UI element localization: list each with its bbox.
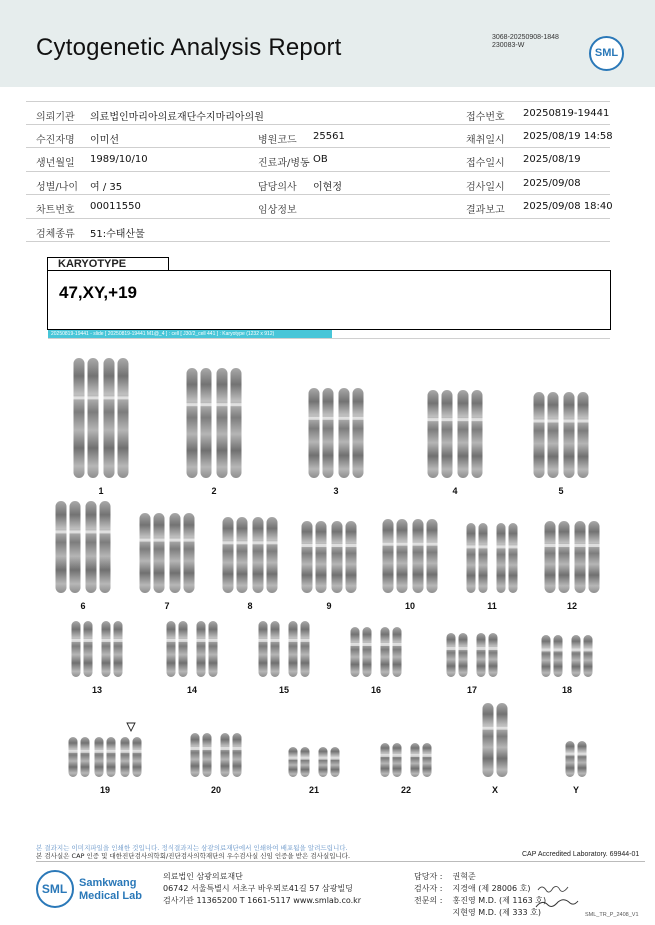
chromosome-14-figure <box>166 621 218 677</box>
info-value: 2025/09/08 <box>523 177 581 189</box>
info-value: 이현정 <box>313 181 342 193</box>
report-header <box>0 0 655 87</box>
info-label: 검사일시 <box>466 181 505 193</box>
chromosome-label: 12 <box>566 601 577 611</box>
info-value: 여 / 35 <box>90 181 123 193</box>
info-label: 접수번호 <box>466 112 505 123</box>
chromosome-22-figure <box>380 743 432 777</box>
cap-accreditation: CAP Accredited Laboratory. 69944-01 <box>522 851 640 858</box>
info-label: 생년월일 <box>36 158 75 169</box>
chromosome-label: 13 <box>91 685 102 695</box>
chromosome-18-figure <box>541 635 593 677</box>
info-label: 진료과/병동 <box>258 158 310 169</box>
chromosome-19-figure <box>68 737 142 777</box>
info-row <box>26 172 610 196</box>
chromosome-5-figure <box>533 392 589 478</box>
info-row <box>26 125 613 149</box>
info-value: 2025/08/19 14:58 <box>523 130 613 142</box>
chromosome-label: 14 <box>186 685 197 695</box>
chromosome-label: 7 <box>164 601 170 611</box>
chromosome-X-figure <box>482 703 508 777</box>
signer-value: 홍진영 M.D. (제 1163 호) <box>452 896 547 905</box>
info-row <box>26 101 610 125</box>
chromosome-16-figure <box>350 627 402 677</box>
form-code: SML_TR_P_2408_V1 <box>585 912 639 918</box>
info-label: 채취일시 <box>466 134 505 146</box>
doc-code-1: 3068-20250908-1848 <box>492 34 559 41</box>
report-title: Cytogenetic Analysis Report <box>36 34 342 61</box>
patient-info-table <box>26 101 613 242</box>
info-label: 임상정보 <box>258 205 297 216</box>
chromosome-13-figure <box>71 621 123 677</box>
chromosome-4-figure <box>427 390 483 478</box>
info-row <box>26 148 610 172</box>
karyotype-section-label: KARYOTYPE <box>47 257 169 271</box>
chromosome-Y-figure <box>565 741 587 777</box>
signer-label: 검사자 : <box>414 884 443 893</box>
signer-value: 지현영 M.D. (제 333 호) <box>452 908 542 917</box>
lab-info <box>163 871 361 907</box>
signer-label: 전문의 : <box>414 896 443 905</box>
lab-address: 06742 서울특별시 서초구 바우뫼로41길 57 삼광빌딩 <box>163 884 353 893</box>
chromosome-21-figure <box>288 747 340 777</box>
logo-line-2: Medical Lab <box>79 890 142 902</box>
chromosome-label: 3 <box>333 486 339 496</box>
chromosome-12-figure <box>544 521 600 593</box>
logo-mark-text: SML <box>41 882 68 896</box>
info-label: 담당의사 <box>258 181 297 193</box>
lab-contact: 검사기관 11365200 T 1661-5117 www.smlab.co.kr <box>163 896 362 905</box>
chromosome-label: 8 <box>247 601 253 611</box>
chromosome-label: X <box>491 785 498 795</box>
signer-value: 권혁준 <box>452 872 476 881</box>
chromosome-2-figure <box>186 368 242 478</box>
footer-divider <box>36 861 645 862</box>
chromosome-6-figure <box>55 501 111 593</box>
info-value: 25561 <box>313 130 345 142</box>
chromosome-1-figure <box>73 358 129 478</box>
sml-logo-badge <box>589 36 624 71</box>
lab-name: 의료법인 삼광의료재단 <box>163 872 243 881</box>
signer-row <box>414 871 546 883</box>
info-label: 의뢰기관 <box>36 112 75 123</box>
chromosome-label: 6 <box>80 601 86 611</box>
info-row <box>26 195 613 219</box>
doc-code-2: 230083-W <box>492 42 525 49</box>
chromosome-label: 2 <box>211 486 217 496</box>
info-label: 성별/나이 <box>36 181 79 193</box>
chromosome-figures <box>0 340 655 810</box>
chromosome-label: 22 <box>400 785 411 795</box>
signatories <box>414 871 546 919</box>
chromosome-label: 20 <box>210 785 221 795</box>
chromosome-11-figure <box>466 523 518 593</box>
signer-row <box>414 895 546 907</box>
certification-note: 본 검사실은 CAP 인증 및 대한진단검사의학회/진단검사의학재단의 우수검사실 신임 인증을 받은 검사실입니다. <box>36 852 351 860</box>
info-label: 결과보고 <box>466 205 505 216</box>
chromosome-label: Y <box>572 785 579 795</box>
signer-row <box>414 907 546 919</box>
chromosome-label: 17 <box>466 685 477 695</box>
chromosome-10-figure <box>382 519 438 593</box>
chromosome-label: 18 <box>561 685 572 695</box>
chromosome-8-figure <box>222 517 278 593</box>
chromosome-7-figure <box>139 513 195 593</box>
slide-divider <box>48 338 610 339</box>
info-value: 00011550 <box>90 201 141 212</box>
chromosome-3-figure <box>308 388 364 478</box>
chromosome-label: 15 <box>278 685 289 695</box>
info-label: 접수일시 <box>466 158 505 169</box>
chromosome-label: 5 <box>558 486 564 496</box>
karyogram-image <box>0 340 655 810</box>
info-value: 20250819-19441 <box>523 108 610 119</box>
document-codes <box>492 34 559 50</box>
trisomy-marker-arrow-icon <box>127 723 135 731</box>
chromosome-15-figure <box>258 621 310 677</box>
chromosome-label: 19 <box>99 785 110 795</box>
signer-row <box>414 883 546 895</box>
info-value: OB <box>313 154 328 165</box>
chromosome-label: 21 <box>308 785 319 795</box>
chromosome-label: 1 <box>98 486 104 496</box>
image-notice: 본 결과지는 이미지파일을 인쇄한 것입니다. 정식결과지는 삼광의료재단에서 인쇄하여 배포됨을 알려드립니다. <box>36 844 348 852</box>
info-value: 2025/09/08 18:40 <box>523 201 613 212</box>
info-value: 이미선 <box>90 134 119 146</box>
chromosome-label: 9 <box>326 601 332 611</box>
chromosome-label: 10 <box>404 601 415 611</box>
samkwang-logo-mark <box>36 870 74 908</box>
info-value: 의료법인마리아의료재단수지마리아의원 <box>90 112 264 123</box>
chromosome-label: 16 <box>370 685 381 695</box>
handwritten-signature <box>532 880 582 914</box>
karyotype-result: 47,XY,+19 <box>59 283 137 302</box>
info-label: 검체종류 <box>36 228 75 240</box>
info-label: 수진자명 <box>36 134 75 146</box>
info-value: 2025/08/19 <box>523 154 581 165</box>
chromosome-17-figure <box>446 633 498 677</box>
info-value: 51:수태산물 <box>90 228 145 240</box>
chromosome-9-figure <box>301 521 357 593</box>
info-label: 차트번호 <box>36 205 75 216</box>
logo-line-1: Samkwang <box>79 877 137 889</box>
samkwang-logo-text <box>79 877 142 903</box>
karyotype-result-box <box>47 270 611 330</box>
signer-value: 지경애 (제 28006 호) <box>452 884 531 893</box>
chromosome-label: 4 <box>452 486 458 496</box>
slide-info-bar: 20250819-19441 - slide [ 20250819-19441 M1@_4 ] : cell [ J30/2_cell 441 ] : Karyotype (1232 x 912) <box>48 330 332 338</box>
chromosome-label: 11 <box>487 601 497 611</box>
info-row <box>26 219 610 243</box>
signer-label: 담당자 : <box>414 872 443 881</box>
sml-badge-text: SML <box>594 47 619 59</box>
info-label: 병원코드 <box>258 134 297 146</box>
info-value: 1989/10/10 <box>90 154 148 165</box>
chromosome-20-figure <box>190 733 242 777</box>
